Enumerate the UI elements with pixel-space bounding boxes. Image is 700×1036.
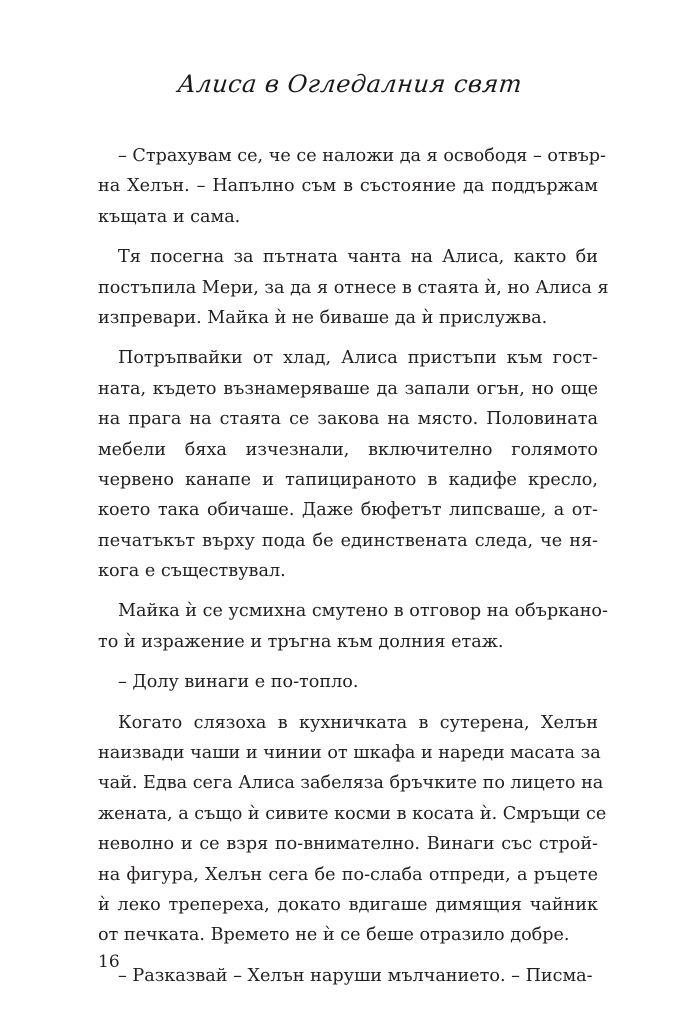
text-line: което така обичаше. Даже бюфетът липсваше, а от- [98,500,598,521]
text-line: постъпила Мери, за да я отнесе в стаята ѝ, но Алиса я [98,277,609,298]
text-line: чай. Едва сега Алиса забеляза бръчките по лицето на [98,773,604,794]
paragraph [98,343,598,586]
paragraph [98,596,608,657]
text-line: Майка ѝ се усмихна смутено в отговор на объркано- [118,601,608,622]
body-text [98,141,609,1001]
text-line: на прага на стаята се закова на място. Половината [98,409,598,430]
text-line: къщата и сама. [98,206,241,227]
text-line: на фигура, Хелън сега бе по-слаба отпреди, а ръцете [98,864,598,885]
text-line: Тя посегна за пътната чанта на Алиса, както би [118,247,598,268]
text-line: наизвади чаши и чинии от шкафа и нареди масата за [98,743,601,764]
text-line: червено канапе и тапицираното в кадифе кресло, [98,469,598,490]
paragraph [98,708,607,951]
text-line: кога е съществувал. [98,561,286,582]
text-line: неволно и се взря по-внимателно. Винаги със строй- [98,834,598,855]
running-header: Алиса в Огледалния свят [176,70,524,98]
text-line: – Долу винаги е по-топло. [118,672,359,693]
paragraph [98,242,609,333]
text-line: ната, където възнамеряваше да запали огън, но още [98,378,598,399]
paragraph [98,667,598,697]
text-line: от печката. Времето не ѝ се беше отразило добре. [98,925,570,946]
text-line: мебели бяха изчезнали, включително голямото [98,439,598,460]
text-line: – Разказвай – Хелън наруши мълчанието. – Писма- [118,965,593,986]
text-line: изпревари. Майка ѝ не биваше да ѝ прислужва. [98,307,548,328]
text-line: – Страхувам се, че се наложи да я освободя – отвър- [118,146,606,166]
text-line: на Хелън. – Напълно съм в състояние да поддържам [98,176,598,197]
text-line: Когато слязоха в кухничката в сутерена, Хелън [118,712,598,733]
paragraph [98,141,606,232]
page-number: 16 [98,952,120,972]
text-line: ѝ леко трепереха, докато вдигаше димящия чайник [98,894,598,915]
text-line: Потръпвайки от хлад, Алиса пристъпи към гост- [118,348,598,369]
text-line: жената, а също ѝ сивите косми в косата ѝ. Смръщи се [98,803,607,824]
text-line: печатъкът върху пода бе единствената следа, че ня- [98,530,598,551]
text-line: то ѝ изражение и тръгна към долния етаж. [98,631,504,652]
paragraph [98,961,598,991]
